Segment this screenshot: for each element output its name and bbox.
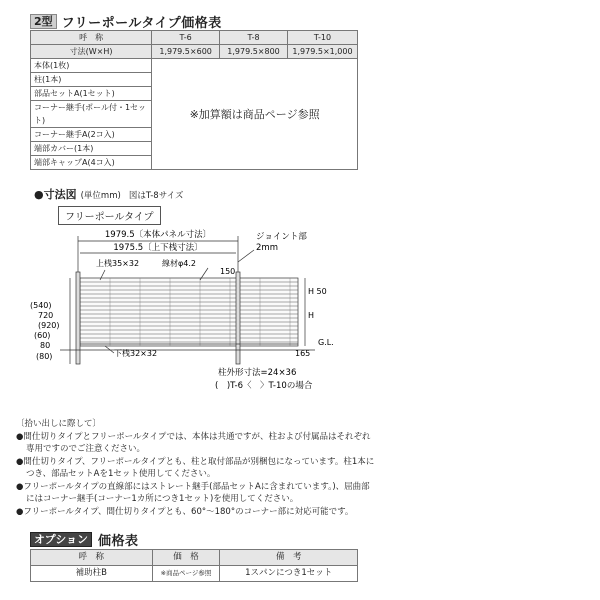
joint-gap: 2mm	[256, 243, 278, 253]
dim-t8: 1,979.5×800	[220, 45, 288, 59]
gl-label: G.L.	[318, 338, 334, 347]
col-head-name: 呼 称	[31, 31, 152, 45]
post-size: 柱外形寸法=24×36	[218, 368, 297, 378]
paren-legend: ( )T-6〈 〉T-10の場合	[215, 381, 313, 391]
note-line: ●フリーポールタイプ、間仕切りタイプとも、60°～180°のコーナー部に対応可能です。	[16, 506, 354, 517]
item-name: 本体(1枚)	[31, 59, 152, 73]
price-note: ※加算額は商品ページ参照	[152, 59, 358, 170]
option-item-remarks: 1スパンにつき1セット	[220, 566, 358, 582]
option-table	[30, 549, 358, 582]
note-line: にはコーナー継手(コーナー1カ所につき1セット)を使用してください。	[26, 494, 299, 504]
dim-t6: 1,979.5×600	[152, 45, 220, 59]
item-name: 部品セットA(1セット)	[31, 87, 152, 101]
option-tag: オプション	[30, 532, 92, 547]
note-line: ●間仕切りタイプ、フリーポールタイプとも、柱と取付部品が別梱包になっています。柱1本に	[16, 456, 375, 467]
dims-row	[31, 45, 358, 59]
item-name: 端部カバー(1本)	[31, 142, 152, 156]
option-col-name: 呼 称	[31, 550, 153, 566]
dims-label: 寸法(W×H)	[31, 45, 152, 59]
h50-label: H 50	[308, 287, 327, 296]
item-name: 柱(1本)	[31, 73, 152, 87]
height-540: (540)	[30, 301, 52, 310]
table-row	[31, 59, 358, 73]
section-title: フリーポールタイプ価格表	[61, 16, 222, 31]
option-col-price: 価 格	[152, 550, 220, 566]
dimension-title	[34, 186, 184, 202]
item-name: 端部キャップA(4コ入)	[31, 156, 152, 170]
table-row	[31, 566, 358, 582]
dim-unit: (単位mm)	[80, 191, 121, 201]
dim-150: 150	[220, 267, 236, 276]
dim-note: 図はT-8サイズ	[128, 191, 184, 201]
height-720: 720	[38, 311, 54, 320]
option-header-row	[31, 550, 358, 566]
dimension-diagram	[0, 222, 600, 402]
option-header	[30, 530, 139, 549]
type-t8: T-8	[220, 31, 288, 45]
note-line: ●フリーポールタイプの直線部にはストレート継手(部品セットAに含まれています。)、屈曲部	[16, 481, 370, 492]
dim-165: 165	[295, 349, 311, 358]
dim-title-text: ●寸法図	[34, 188, 77, 201]
dim-t10: 1,979.5×1,000	[287, 45, 357, 59]
option-item-price: ※商品ページ参照	[152, 566, 220, 582]
height-80-paren: (80)	[36, 352, 53, 361]
note-line: つき、部品セットAを1セット使用してください。	[26, 469, 216, 479]
type-tag: 2型	[30, 14, 57, 29]
lower-rail-label: 下桟32×32	[114, 349, 158, 358]
price-table-header	[30, 12, 222, 31]
rail-width-dim: 1975.5〔上下桟寸法〕	[113, 243, 203, 253]
option-item-name: 補助柱B	[31, 566, 153, 582]
joint-label: ジョイント部	[256, 232, 307, 242]
price-table	[30, 30, 358, 170]
item-name: コーナー継手A(2コ入)	[31, 128, 152, 142]
free-pole-type-label: フリーポールタイプ	[58, 206, 161, 225]
type-t6: T-6	[152, 31, 220, 45]
upper-rail-label: 上桟35×32	[96, 259, 140, 268]
h-label: H	[308, 311, 315, 320]
notes-block	[16, 418, 436, 518]
notes-heading: 〔拾い出しに際して〕	[16, 419, 102, 429]
item-name: コーナー継手(ポール付・1セット)	[31, 101, 152, 128]
option-title: 価格表	[98, 534, 139, 549]
panel-width-dim: 1979.5〔本体パネル寸法〕	[104, 230, 212, 240]
type-t10: T-10	[287, 31, 357, 45]
note-line: 専用ですのでご注意ください。	[26, 444, 146, 454]
option-col-remarks: 備 考	[220, 550, 358, 566]
height-80: 80	[40, 341, 51, 350]
height-920: (920)	[38, 321, 60, 330]
table-header-row	[31, 31, 358, 45]
height-60: (60)	[34, 331, 51, 340]
note-line: ●間仕切りタイプとフリーポールタイプでは、本体は共通ですが、柱および付属品はそれぞれ	[16, 431, 371, 442]
wire-label: 線材φ4.2	[162, 259, 196, 268]
